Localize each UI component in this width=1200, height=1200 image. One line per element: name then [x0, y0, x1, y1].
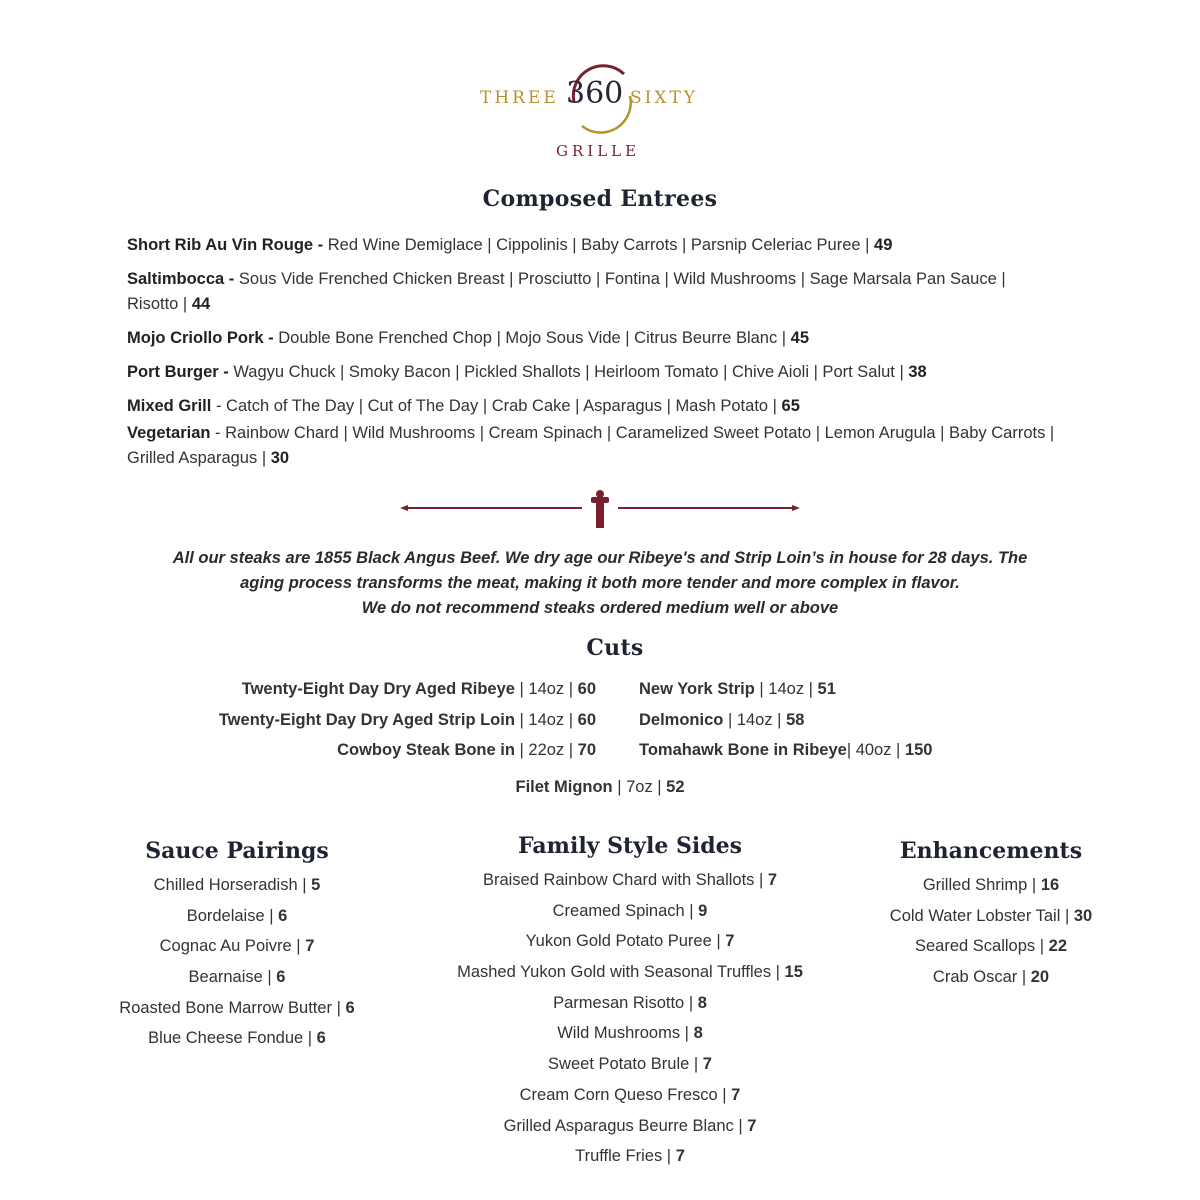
list-item: Cold Water Lobster Tail | 30 — [889, 906, 1093, 925]
item-name: Yukon Gold Potato Puree — [525, 932, 712, 951]
item-name: Sweet Potato Brule — [548, 1055, 690, 1074]
item-name: Cognac Au Poivre — [159, 937, 292, 956]
logo-word-sixty: SIXTY — [630, 88, 699, 108]
entree-item — [127, 360, 1057, 385]
item-name: Blue Cheese Fondue — [148, 1029, 304, 1048]
item-price: 20 — [1030, 968, 1050, 987]
cut-item — [639, 741, 932, 760]
entree-name: Mixed Grill — [127, 397, 212, 415]
item-name: Seared Scallops — [915, 937, 1036, 956]
item-name: Grilled Shrimp — [922, 876, 1028, 894]
logo-word-grille: GRILLE — [556, 142, 641, 160]
item-name: Cream Corn Queso Fresco — [519, 1085, 718, 1104]
list-item: Bearnaise | 6 — [188, 968, 286, 987]
entree-item — [127, 326, 1057, 351]
item-name: Bordelaise — [186, 906, 265, 925]
entree-desc: Wagyu Chuck | Smoky Bacon | Pickled Shallots | Heirloom Tomato | Chive Aioli | Port Salut | — [228, 363, 909, 381]
item-name: Roasted Bone Marrow Butter — [119, 998, 333, 1017]
cut-name: Cowboy Steak Bone in — [337, 741, 515, 759]
entree-desc: Red Wine Demiglace | Cippolinis | Baby Carrots | Parsnip Celeriac Puree | — [323, 236, 875, 254]
item-name: Braised Rainbow Chard with Shallots — [482, 871, 755, 889]
entree-price: 65 — [781, 397, 800, 415]
cut-name: Twenty-Eight Day Dry Aged Strip Loin — [218, 711, 515, 729]
entree-item — [127, 233, 1057, 258]
entree-name: Saltimbocca - — [127, 270, 235, 288]
entree-price: 38 — [908, 363, 927, 381]
cut-size: | 14oz | — [723, 711, 787, 729]
item-name: Cold Water Lobster Tail — [889, 906, 1061, 925]
item-price: 6 — [316, 1029, 326, 1048]
entree-price: 45 — [790, 329, 810, 347]
cut-item — [219, 711, 596, 730]
item-price: 9 — [698, 901, 708, 920]
list-item: Bordelaise | 6 — [186, 906, 288, 925]
entree-name: Vegetarian — [127, 424, 211, 442]
item-price: 6 — [276, 968, 286, 987]
cut-price: 60 — [577, 680, 596, 698]
cut-price: 70 — [577, 741, 596, 759]
item-name: Crab Oscar — [932, 968, 1018, 987]
sauce-pairings-title: Sauce Pairings — [145, 838, 329, 864]
entree-price: 30 — [270, 449, 290, 467]
entree-desc: Double Bone Frenched Chop | Mojo Sous Vide | Citrus Beurre Blanc | — [273, 329, 791, 347]
cut-size: | 14oz | — [754, 680, 818, 698]
cut-price: 51 — [817, 680, 836, 698]
entree-name: Port Burger - — [127, 363, 229, 381]
item-name: Grilled Asparagus Beurre Blanc — [503, 1116, 734, 1135]
cut-item — [0, 778, 1200, 797]
cut-price: 60 — [577, 711, 596, 729]
enhancements-title: Enhancements — [899, 838, 1083, 864]
restaurant-logo — [470, 58, 730, 168]
steak-note-line-1: All our steaks are 1855 Black Angus Beef. We dry age our Ribeye's and Strip Loin’s in house for 28 days. The — [172, 549, 1028, 567]
family-style-sides-title: Family Style Sides — [518, 833, 742, 859]
steak-note-line-2: aging process transforms the meat, making it both more tender and more complex in flavor. — [240, 574, 960, 592]
item-name: Wild Mushrooms — [557, 1024, 681, 1043]
item-price: 30 — [1073, 906, 1093, 925]
list-item: Crab Oscar | 20 — [932, 968, 1050, 987]
list-item: Braised Rainbow Chard with Shallots | 7 — [482, 871, 778, 889]
cut-name: New York Strip — [639, 680, 755, 698]
list-item: Roasted Bone Marrow Butter | 6 — [119, 998, 355, 1017]
cuts-title: Cuts — [586, 635, 644, 661]
item-price: 7 — [305, 937, 315, 956]
item-name: Creamed Spinach — [552, 901, 685, 920]
item-price: 7 — [731, 1085, 741, 1104]
list-item: Sweet Potato Brule | 7 — [548, 1055, 712, 1074]
item-price: 16 — [1040, 876, 1060, 894]
list-item: Truffle Fries | 7 — [575, 1147, 685, 1166]
item-price: 15 — [784, 963, 803, 982]
entrees-title: Composed Entrees — [482, 186, 718, 212]
logo-number: 360 — [566, 76, 624, 111]
item-price: 7 — [725, 932, 735, 951]
list-item: Mashed Yukon Gold with Seasonal Truffles | 15 — [457, 963, 803, 982]
cut-name: Filet Mignon — [515, 778, 613, 796]
cut-size: | 14oz | — [514, 680, 578, 698]
cut-item — [337, 741, 596, 760]
cut-size: | 40oz | — [846, 741, 905, 759]
item-price: 7 — [675, 1147, 685, 1166]
ornamental-divider — [400, 488, 800, 528]
cut-size: | 14oz | — [514, 711, 578, 729]
cut-price: 58 — [786, 711, 805, 729]
cut-item — [639, 711, 804, 730]
cut-size: | 22oz | — [514, 741, 578, 759]
list-item: Grilled Shrimp | 16 — [922, 876, 1060, 894]
entree-desc: Sous Vide Frenched Chicken Breast | Prosciutto | Fontina | Wild Mushrooms | Sage Marsala Pan Sauce | Risotto | — [127, 270, 1006, 313]
item-name: Truffle Fries — [575, 1147, 663, 1166]
list-item: Creamed Spinach | 9 — [552, 901, 708, 920]
entree-item — [127, 421, 1057, 471]
item-price: 8 — [693, 1024, 703, 1043]
item-price: 22 — [1048, 937, 1067, 956]
cut-size: | 7oz | — [612, 778, 667, 796]
list-item: Blue Cheese Fondue | 6 — [148, 1029, 326, 1048]
enhancements-column — [850, 838, 1132, 993]
cut-price: 150 — [904, 741, 933, 759]
item-price: 5 — [311, 876, 321, 894]
entree-price: 49 — [874, 236, 893, 254]
item-price: 6 — [278, 906, 288, 925]
entree-desc: - Catch of The Day | Cut of The Day | Crab Cake | Asparagus | Mash Potato | — [211, 397, 782, 415]
logo-word-three: THREE — [480, 88, 559, 108]
item-name: Bearnaise — [188, 968, 263, 987]
entree-name: Mojo Criollo Pork - — [127, 329, 274, 347]
item-price: 8 — [697, 993, 707, 1012]
list-item: Grilled Asparagus Beurre Blanc | 7 — [503, 1116, 757, 1135]
list-item: Cream Corn Queso Fresco | 7 — [519, 1085, 741, 1104]
entree-item — [127, 267, 1057, 317]
list-item: Wild Mushrooms | 8 — [557, 1024, 703, 1043]
entree-price: 44 — [191, 295, 211, 313]
entree-item — [127, 394, 1057, 419]
cut-name: Twenty-Eight Day Dry Aged Ribeye — [241, 680, 515, 698]
item-price: 7 — [702, 1055, 712, 1074]
list-item: Chilled Horseradish | 5 — [153, 876, 321, 894]
item-name: Mashed Yukon Gold with Seasonal Truffles — [457, 963, 772, 982]
cut-item — [639, 680, 836, 699]
item-price: 7 — [747, 1116, 757, 1135]
list-item: Parmesan Risotto | 8 — [553, 993, 707, 1012]
steak-note-line-3: We do not recommend steaks ordered medium well or above — [361, 599, 839, 617]
item-name: Chilled Horseradish — [153, 876, 298, 894]
item-price: 6 — [345, 998, 355, 1017]
list-item: Yukon Gold Potato Puree | 7 — [525, 932, 735, 951]
cut-name: Delmonico — [639, 711, 724, 729]
item-name: Parmesan Risotto — [553, 993, 685, 1012]
entree-desc: - Rainbow Chard | Wild Mushrooms | Cream Spinach | Caramelized Sweet Potato | Lemon Arugula | Baby Carrots | Grilled Asparagus | — [127, 424, 1055, 467]
family-style-sides-column — [400, 833, 860, 1172]
cut-name: Tomahawk Bone in Ribeye — [639, 741, 847, 759]
item-price: 7 — [767, 871, 778, 889]
cut-price: 52 — [666, 778, 685, 796]
sauce-pairings-column — [77, 838, 397, 1054]
cut-item — [242, 680, 596, 699]
list-item: Seared Scallops | 22 — [915, 937, 1067, 956]
list-item: Cognac Au Poivre | 7 — [159, 937, 315, 956]
entree-name: Short Rib Au Vin Rouge - — [127, 236, 324, 254]
